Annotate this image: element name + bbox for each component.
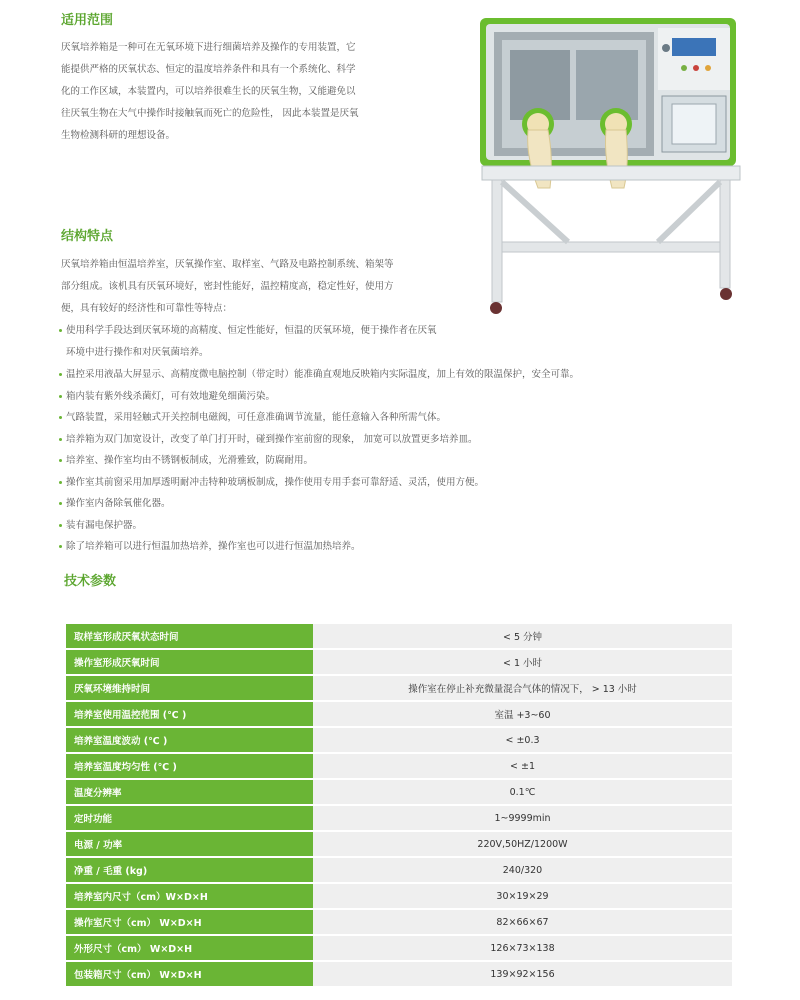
features-intro [61,254,441,320]
features-heading: 结构特点 [61,229,114,244]
table-row [66,806,732,830]
scope-line: 生物检测科研的理想设备。 [61,130,176,141]
table-row [66,780,732,804]
feature-item: 温控采用液晶大屏显示、高精度微电脑控制（带定时）能准确直观地反映箱内实际温度，加上有效的限温保护，安全可靠。 [59,364,579,386]
specs-heading: 技术参数 [64,574,117,589]
spec-value: 室温 +3~60 [313,702,732,726]
spec-value: 220V,50HZ/1200W [313,832,732,856]
table-row [66,624,732,648]
spec-label: 操作室形成厌氧时间 [66,650,313,674]
table-row [66,676,732,700]
feature-item: 培养室、操作室均由不锈钢板制成，光滑雅致，防腐耐用。 [59,450,579,472]
spec-value: < ±0.3 [313,728,732,752]
spec-label: 净重 / 毛重 (kg) [66,858,313,882]
spec-label: 取样室形成厌氧状态时间 [66,624,313,648]
spec-label: 厌氧环境维持时间 [66,676,313,700]
spec-value: 操作室在停止补充微量混合气体的情况下， > 13 小时 [313,676,732,700]
table-row [66,858,732,882]
spec-label: 操作室尺寸（cm） W×D×H [66,910,313,934]
feature-item: 气路装置，采用轻触式开关控制电磁阀，可任意准确调节流量，能任意输入各种所需气体。 [59,407,579,429]
specs-table [66,622,732,988]
table-row [66,702,732,726]
anaerobic-incubator-image [458,12,750,317]
spec-label: 培养室温度波动 (℃ ) [66,728,313,752]
features-list [59,320,579,558]
spec-value: 30×19×29 [313,884,732,908]
spec-label: 培养室内尺寸（cm）W×D×H [66,884,313,908]
feature-item: 使用科学手段达到厌氧环境的高精度、恒定性能好，恒温的厌氧环境，便于操作者在厌氧环境中进行操作和对厌氧菌培养。 [59,320,438,364]
spec-value: < 1 小时 [313,650,732,674]
table-row [66,650,732,674]
spec-value: 139×92×156 [313,962,732,986]
feature-item: 培养箱为双门加宽设计，改变了单门打开时，碰到操作室前窗的现象， 加宽可以放置更多培养皿。 [59,429,579,451]
scope-heading: 适用范围 [61,13,114,28]
scope-paragraph [61,37,406,147]
spec-value: 1~9999min [313,806,732,830]
spec-value: < ±1 [313,754,732,778]
spec-label: 电源 / 功率 [66,832,313,856]
spec-label: 培养室使用温控范围 (℃ ) [66,702,313,726]
spec-label: 外形尺寸（cm） W×D×H [66,936,313,960]
table-row [66,962,732,986]
spec-label: 包装箱尺寸（cm） W×D×H [66,962,313,986]
table-row [66,728,732,752]
spec-value: < 5 分钟 [313,624,732,648]
intro-line: 便，具有较好的经济性和可靠性等特点： [61,303,233,314]
spec-value: 0.1℃ [313,780,732,804]
feature-item: 操作室内备除氧催化器。 [59,493,579,515]
scope-line: 能提供严格的厌氧状态、恒定的温度培养条件和具有一个系统化、科学 [61,64,356,75]
table-row [66,832,732,856]
spec-value: 82×66×67 [313,910,732,934]
feature-item: 操作室其前窗采用加厚透明耐冲击特种玻璃板制成，操作使用专用手套可靠舒适、灵活，使用方便。 [59,472,579,494]
feature-item: 装有漏电保护器。 [59,515,579,537]
feature-item: 除了培养箱可以进行恒温加热培养，操作室也可以进行恒温加热培养。 [59,536,579,558]
scope-line: 厌氧培养箱是一种可在无氧环境下进行细菌培养及操作的专用装置，它 [61,42,356,53]
spec-value: 126×73×138 [313,936,732,960]
table-row [66,936,732,960]
spec-value: 240/320 [313,858,732,882]
spec-label: 培养室温度均匀性 (℃ ) [66,754,313,778]
scope-line: 往厌氧生物在大气中操作时接触氧而死亡的危险性， 因此本装置是厌氧 [61,108,359,119]
table-row [66,754,732,778]
intro-line: 厌氧培养箱由恒温培养室，厌氧操作室、取样室、气路及电路控制系统、箱架等 [61,259,394,270]
table-row [66,910,732,934]
intro-line: 部分组成。该机具有厌氧环境好，密封性能好，温控精度高，稳定性好，使用方 [61,281,394,292]
feature-item: 箱内装有紫外线杀菌灯，可有效地避免细菌污染。 [59,386,579,408]
table-row [66,884,732,908]
scope-line: 化的工作区域，本装置内，可以培养很难生长的厌氧生物，又能避免以 [61,86,356,97]
spec-label: 定时功能 [66,806,313,830]
spec-label: 温度分辨率 [66,780,313,804]
